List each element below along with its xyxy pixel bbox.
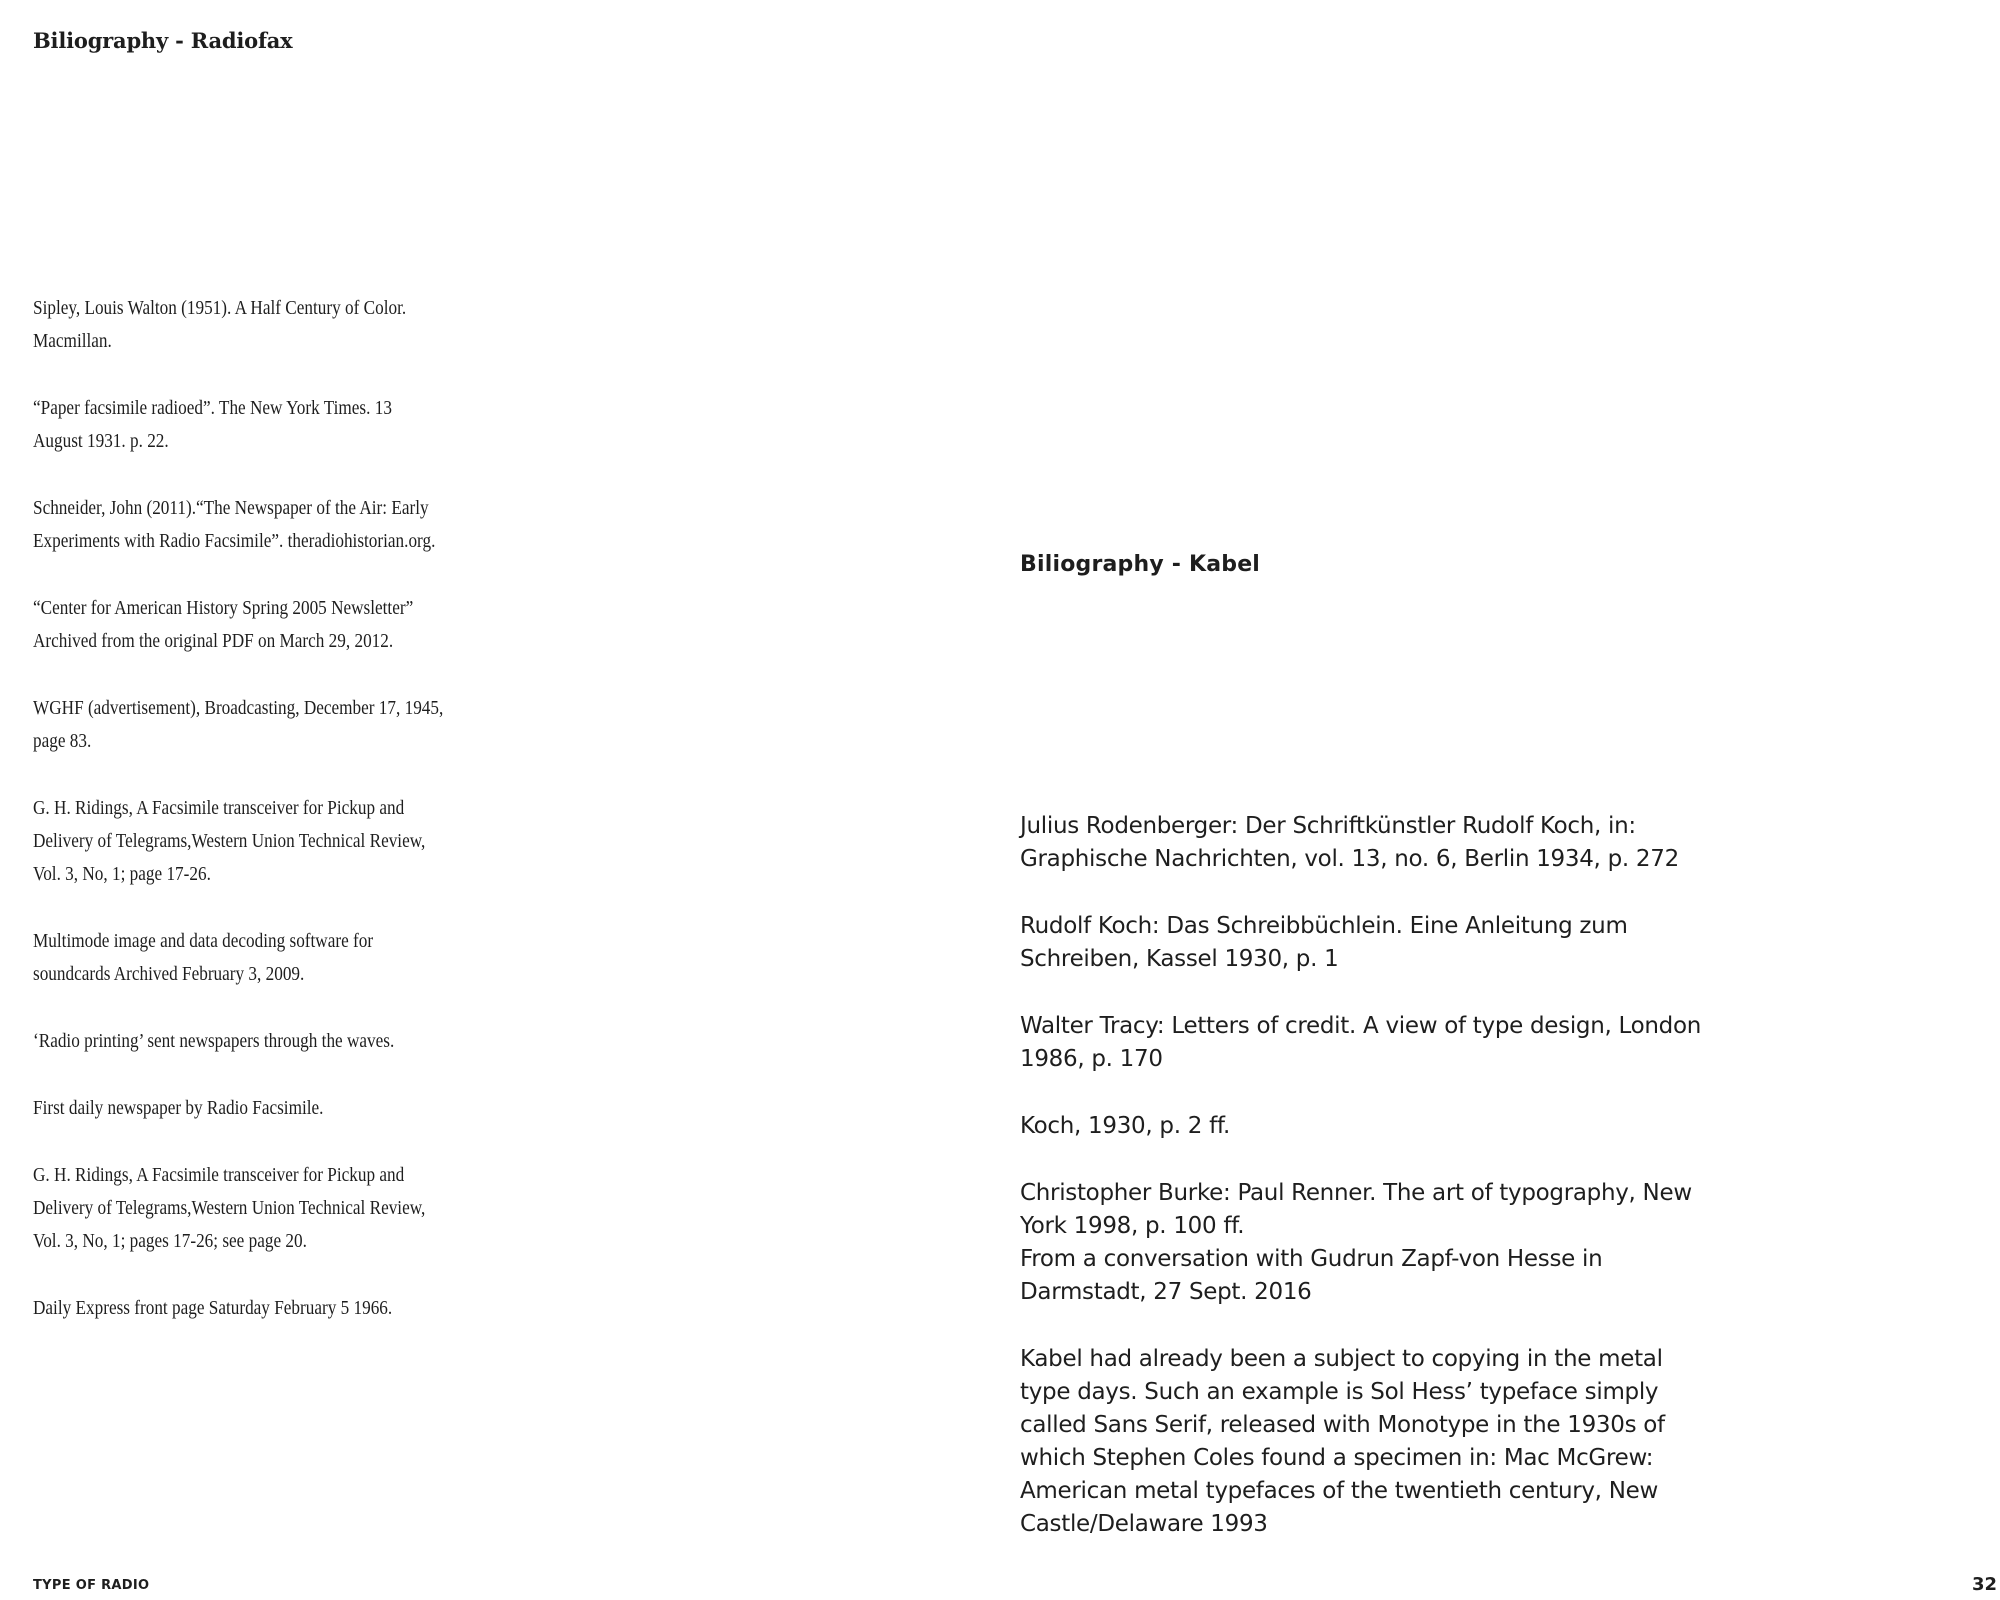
kabel-entry-2: Rudolf Koch: Das Schreibbüchlein. Eine Anleitung zum Schreiben, Kassel 1930, p. 1 <box>1020 913 1628 972</box>
kabel-bibliography-heading: Biliography - Kabel <box>1020 552 1261 577</box>
radiofax-entry-9: First daily newspaper by Radio Facsimile. <box>33 1097 324 1119</box>
page-number: 32 <box>1971 1574 1997 1595</box>
kabel-entry-4: Koch, 1930, p. 2 ff. <box>1020 1113 1231 1139</box>
kabel-entry-3: Walter Tracy: Letters of credit. A view of type design, London 1986, p. 170 <box>1020 1013 1702 1072</box>
radiofax-entry-2: “Paper facsimile radioed”. The New York Times. 13 August 1931. p. 22. <box>33 397 392 452</box>
radiofax-bibliography-list <box>33 292 480 1359</box>
kabel-entry-7: Kabel had already been a subject to copying in the metal type days. Such an example is Sol Hess’ typeface simply called Sans Serif, released with Monotype in the 1930s of which Stephen Coles found a specimen in: Mac McGrew: American metal typefaces of the twentieth century, New Castle/Delaware 1993 <box>1020 1346 1665 1537</box>
radiofax-entry-5: WGHF (advertisement), Broadcasting, December 17, 1945, page 83. <box>33 697 444 752</box>
publication-footer: TYPE OF RADIO <box>33 1578 150 1593</box>
radiofax-entry-4: “Center for American History Spring 2005 Newsletter” Archived from the original PDF on March 29, 2012. <box>33 597 414 652</box>
radiofax-entry-11: Daily Express front page Saturday February 5 1966. <box>33 1297 393 1319</box>
radiofax-entry-1: Sipley, Louis Walton (1951). A Half Century of Color. Macmillan. <box>33 297 407 352</box>
radiofax-entry-8: ‘Radio printing’ sent newspapers through the waves. <box>33 1030 395 1052</box>
radiofax-entry-10: G. H. Ridings, A Facsimile transceiver for Pickup and Delivery of Telegrams,Western Union Technical Review, Vol. 3, No, 1; pages 17-26; see page 20. <box>33 1164 426 1252</box>
radiofax-entry-6: G. H. Ridings, A Facsimile transceiver for Pickup and Delivery of Telegrams,Western Union Technical Review, Vol. 3, No, 1; page 17-26. <box>33 797 426 885</box>
kabel-entry-6: From a conversation with Gudrun Zapf-von Hesse in Darmstadt, 27 Sept. 2016 <box>1020 1246 1603 1305</box>
kabel-bibliography-list <box>1020 810 1740 1575</box>
radiofax-entry-3: Schneider, John (2011).“The Newspaper of the Air: Early Experiments with Radio Facsimile”. theradiohistorian.org. <box>33 497 436 552</box>
kabel-entry-5: Christopher Burke: Paul Renner. The art of typography, New York 1998, p. 100 ff. <box>1020 1180 1692 1239</box>
kabel-entry-1: Julius Rodenberger: Der Schriftkünstler Rudolf Koch, in: Graphische Nachrichten, vol. 13, no. 6, Berlin 1934, p. 272 <box>1020 813 1679 872</box>
radiofax-bibliography-heading: Biliography - Radiofax <box>33 28 293 53</box>
radiofax-entry-7: Multimode image and data decoding software for soundcards Archived February 3, 2009. <box>33 930 374 985</box>
